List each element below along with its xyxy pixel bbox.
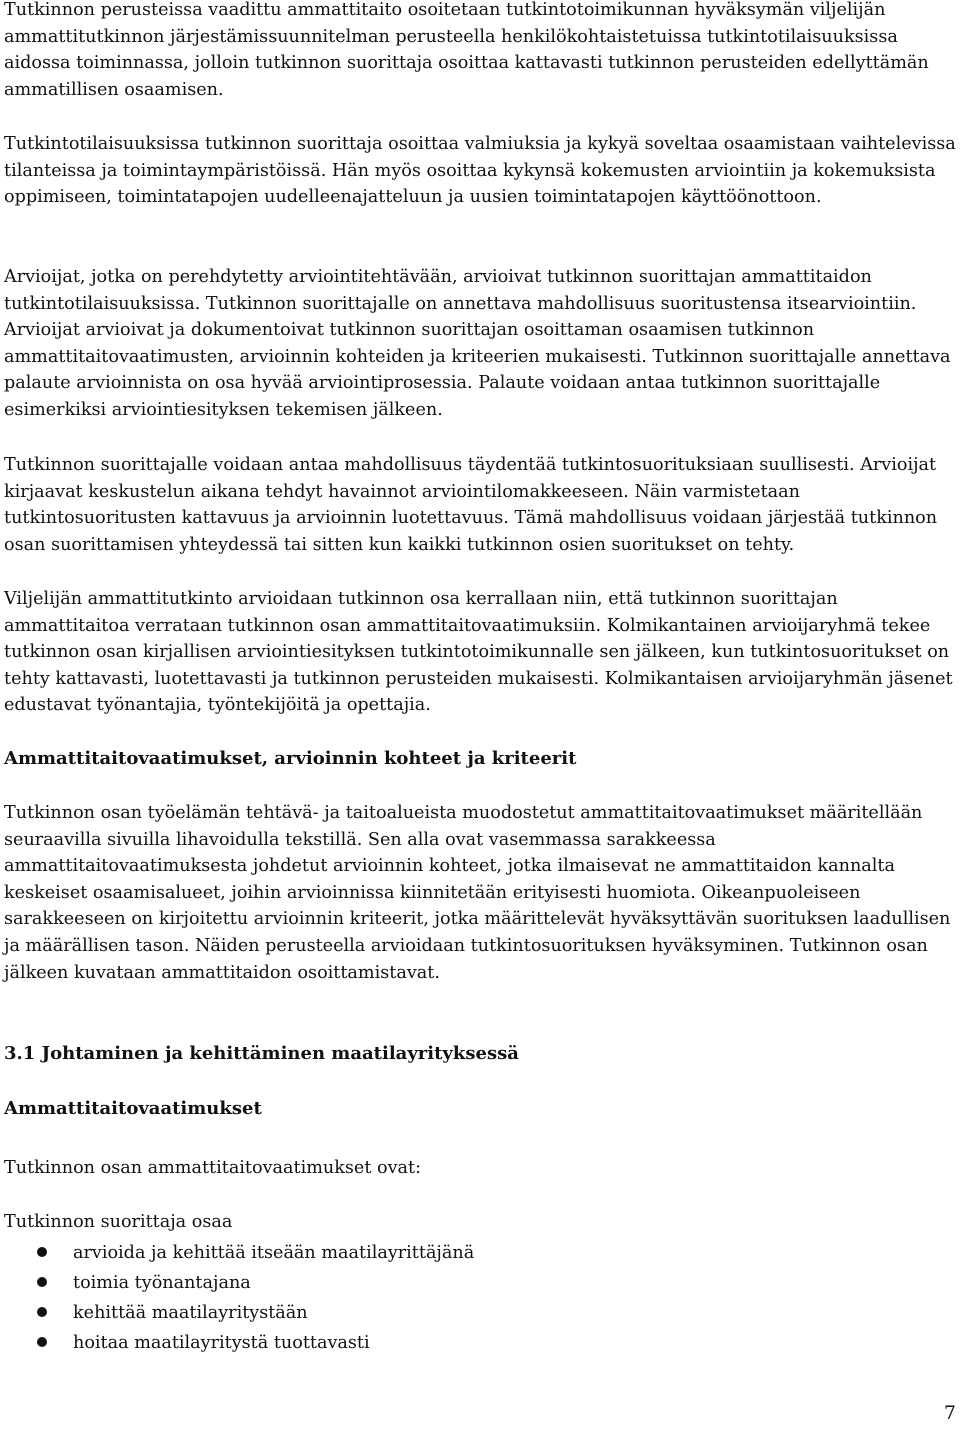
paragraph-1: Tutkinnon perusteissa vaadittu ammattitaito osoitetaan tutkintotoimikunnan hyväksymän viljelijän ammattitutkinnon järjestämissuunnitelman perusteella henkilökohtaistetuissa tutkintotilaisuuksissa aidossa toiminnassa, jolloin tutkinnon suorittaja osoittaa kattavasti tutkinnon perusteiden edellyttämän ammatillisen osaamisen. — [4, 0, 929, 100]
paragraph-2: Tutkintotilaisuuksissa tutkinnon suorittaja osoittaa valmiuksia ja kykyä soveltaa osaamistaan vaihtelevissa tilanteissa ja toimintaympäristöissä. Hän myös osoittaa kykynsä kokemusten arviointiin ja kokemuksista oppimiseen, toimintatapojen uudelleenajatteluun ja uusien toimintatapojen käyttöönottoon. — [4, 134, 956, 208]
section-heading: Ammattitaitovaatimukset, arvioinnin kohteet ja kriteerit — [4, 748, 577, 769]
bullet-icon — [37, 1307, 47, 1317]
list-item: toimia työnantajana — [4, 1268, 956, 1298]
subsection-heading: Ammattitaitovaatimukset — [4, 1098, 262, 1119]
paragraph-6: Tutkinnon osan työelämän tehtävä- ja taitoalueista muodostetut ammattitaitovaatimukset määritellään seuraavilla sivuilla lihavoidulla tekstillä. Sen alla ovat vasemmassa sarakkeessa ammattitaitovaatimuksesta johdetut arvioinnin kohteet, jotka ilmaisevat ne ammattitaidon kannalta keskeiset osaamisalueet, joihin arvioinnissa kiinnitetään erityisesti huomiota. Oikeanpuoleiseen sarakkeeseen on kirjoitettu arvioinnin kriteerit, jotka määrittelevät hyväksyttävän suorituksen laadullisen ja määrällisen tason. Näiden perusteella arvioidaan tutkintosuorituksen hyväksyminen. Tutkinnon osan jälkeen kuvataan ammattitaidon osoittamistavat. — [4, 803, 951, 983]
list-item: hoitaa maatilayritystä tuottavasti — [4, 1328, 956, 1358]
paragraph-3: Arvioijat, jotka on perehdytetty arviointitehtävään, arvioivat tutkinnon suorittajan ammattitaidon tutkintotilaisuuksissa. Tutkinnon suorittajalle on annettava mahdollisuus suoritustensa itsearviointiin. Arvioijat arvioivat ja dokumentoivat tutkinnon suorittajan osoittaman osaamisen tutkinnon ammattitaitovaatimusten, arvioinnin kohteiden ja kriteerien mukaisesti. Tutkinnon suorittajalle annettava palaute arvioinnista on osa hyvää arviointiprosessia. Palaute voidaan antaa tutkinnon suorittajalle esimerkiksi arviointiesityksen tekemisen jälkeen. — [4, 267, 951, 420]
paragraph-8: Tutkinnon suorittaja osaa — [4, 1212, 233, 1232]
chapter-heading: 3.1 Johtaminen ja kehittäminen maatilayrityksessä — [4, 1043, 519, 1064]
competence-list — [4, 1238, 956, 1358]
bullet-icon — [37, 1337, 47, 1347]
paragraph-7: Tutkinnon osan ammattitaitovaatimukset ovat: — [4, 1158, 422, 1178]
paragraph-5: Viljelijän ammattitutkinto arvioidaan tutkinnon osa kerrallaan niin, että tutkinnon suorittajan ammattitaitoa verrataan tutkinnon osan ammattitaitovaatimuksiin. Kolmikantainen arvioijaryhmä tekee tutkinnon osan kirjallisen arviointiesityksen tutkintotoimikunnalle sen jälkeen, kun tutkintosuoritukset on tehty kattavasti, luotettavasti ja tutkinnon perusteiden mukaisesti. Kolmikantaisen arvioijaryhmän jäsenet edustavat työnantajia, työntekijöitä ja opettajia. — [4, 589, 953, 716]
bullet-icon — [37, 1247, 47, 1257]
list-item: kehittää maatilayritystään — [4, 1298, 956, 1328]
page-number: 7 — [943, 1402, 956, 1424]
list-item: arvioida ja kehittää itseään maatilayrittäjänä — [4, 1238, 956, 1268]
paragraph-4: Tutkinnon suorittajalle voidaan antaa mahdollisuus täydentää tutkintosuorituksiaan suullisesti. Arvioijat kirjaavat keskustelun aikana tehdyt havainnot arviointilomakkeeseen. Näin varmistetaan tutkintosuoritusten kattavuus ja arvioinnin luotettavuus. Tämä mahdollisuus voidaan järjestää tutkinnon osan suorittamisen yhteydessä tai sitten kun kaikki tutkinnon osien suoritukset on tehty. — [4, 455, 938, 555]
bullet-icon — [37, 1277, 47, 1287]
